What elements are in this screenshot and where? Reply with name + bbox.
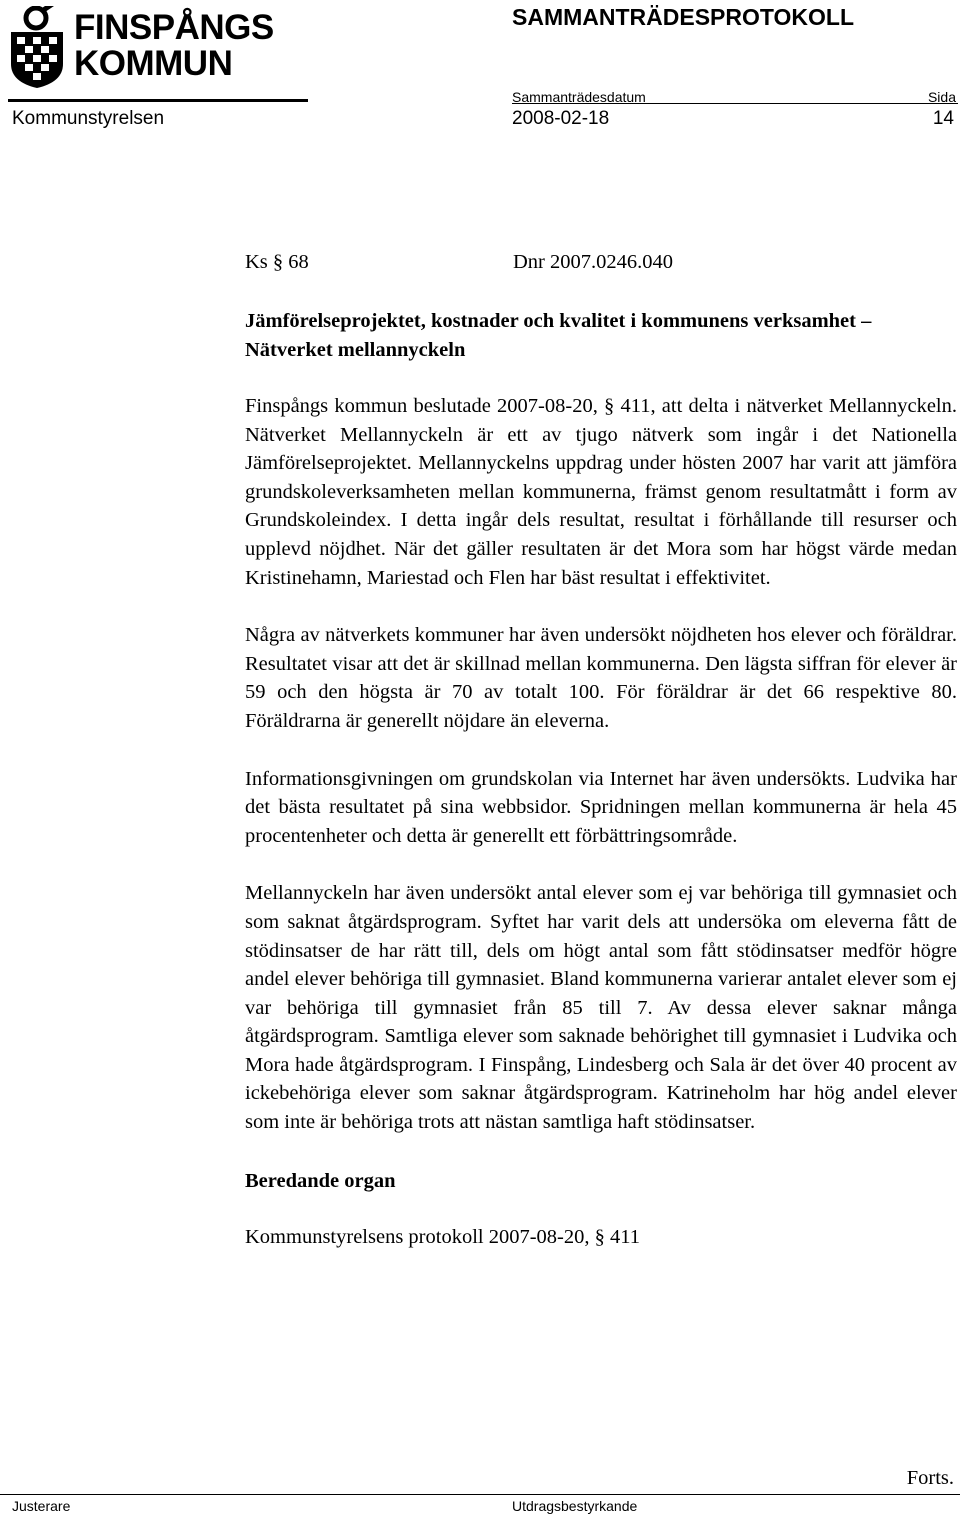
preparing-body-heading: Beredande organ: [245, 1169, 396, 1192]
body-paragraph: Mellannyckeln har även undersökt antal elever som ej var behöriga till gymnasiet och som saknat åtgärdsprogram. Syftet har varit dels att undersöka om eleverna fått de stödinsatser de har rätt till, dels om högt antal som fått stödinsatser medför högre andel elever behöriga till gymnasiet. Bland kommunerna varierar antalet elever som ej var behöriga till gymnasiet från 85 till 7. Av dessa elever saknar många åtgärdsprogram. Samtliga elever som saknade behörighet till gymnasiet i Ludvika och Mora hade åtgärdsprogram. I Finspång, Lindesberg och Sala är det över 40 procent av ickebehöriga elever som saknar åtgärdsprogram. Katrineholm har hög andel elever som inte är behöriga trots att nästan samtliga haft stödinsatser.: [245, 882, 957, 1134]
footer-extract-certification-label: Utdragsbestyrkande: [512, 1498, 638, 1514]
meeting-date: 2008-02-18: [512, 108, 610, 129]
footer-rule: [0, 1494, 960, 1495]
ks-paragraph-number: Ks § 68: [245, 251, 309, 273]
page-number: 14: [932, 108, 954, 129]
page-label: Sida: [927, 89, 956, 105]
coat-of-arms-icon: [8, 6, 68, 88]
continued-note: Forts.: [906, 1467, 954, 1489]
header-rule-left: [8, 99, 308, 102]
body-paragraph: Några av nätverkets kommuner har även undersökt nöjdheten hos elever och föräldrar. Resultatet visar att det är skillnad mellan kommunerna. Den lägsta siffran för elever är 59 och den högsta är 70 av totalt 100. För föräldrar är det 66 respektive 80. Föräldrarna är generellt nöjdare än eleverna.: [245, 624, 957, 732]
document-type-title: SAMMANTRÄDESPROTOKOLL: [512, 4, 855, 30]
organization-name: Kommunstyrelsen: [12, 108, 165, 129]
logo-text-line1: FINSPÅNGS: [74, 8, 274, 47]
protocol-content: [245, 248, 957, 1251]
case-title: Jämförelseprojektet, kostnader och kvalitet i kommunens verksamhet – Nätverket mellannyckeln: [245, 310, 872, 361]
body-paragraph: Informationsgivningen om grundskolan via Internet har även undersökts. Ludvika har det bästa resultatet på sina webbsidor. Spridningen mellan kommunerna är hela 45 procentenheter och detta är generellt ett förbättringsområde.: [245, 767, 957, 847]
body-paragraph: Finspångs kommun beslutade 2007-08-20, § 411, att delta i nätverket Mellannyckeln. Nätverket Mellannyckeln är ett av tjugo nätverk som ingår i det Nationella Jämförelseprojektet. Mellannyckelns uppdrag under hösten 2007 har varit att jämföra grundskoleverksamheten mellan kommunerna, främst genom resultatmått i form av Grundskoleindex. I detta ingår dels resultat, resultat i förhållande till resurser och upplevd nöjdhet. När det gäller resultaten är det Mora som har högst värde medan Kristinehamn, Mariestad och Flen har bäst resultat i effektivitet.: [245, 395, 957, 589]
preparing-body-text: Kommunstyrelsens protokoll 2007-08-20, § 411: [245, 1225, 640, 1248]
diary-number: Dnr 2007.0246.040: [513, 251, 674, 273]
municipality-logo: [8, 6, 308, 88]
logo-text-line2: KOMMUN: [74, 44, 233, 83]
meeting-date-label: Sammanträdesdatum: [512, 89, 646, 105]
case-reference: [245, 248, 957, 277]
footer-adjuster-label: Justerare: [12, 1498, 71, 1514]
